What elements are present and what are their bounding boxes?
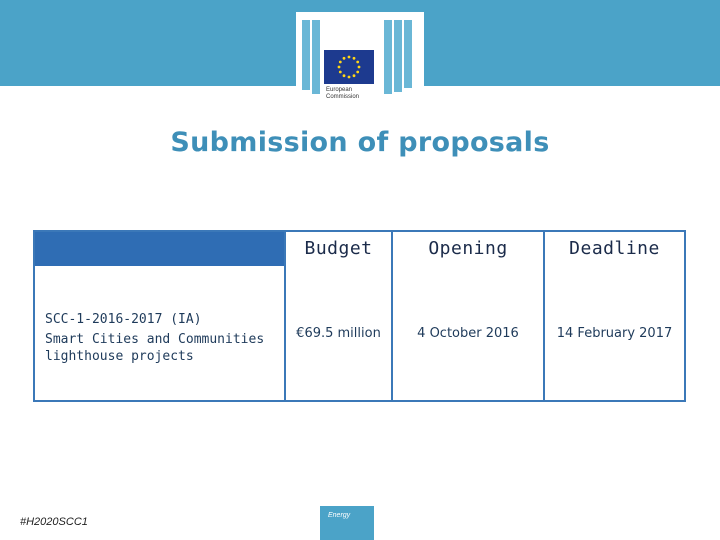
column-divider <box>391 232 393 400</box>
proposals-table <box>33 230 686 402</box>
logo-building-stripe <box>302 20 310 90</box>
topic-code: SCC-1-2016-2017 (IA) <box>45 312 202 327</box>
budget-value: €69.5 million <box>296 326 381 341</box>
logo-building-stripe <box>384 20 392 94</box>
eu-flag-icon <box>324 50 374 84</box>
column-divider <box>543 232 545 400</box>
footer-tab <box>320 506 374 540</box>
opening-value: 4 October 2016 <box>417 326 519 341</box>
footer-tab-label: Energy <box>328 512 351 519</box>
european-commission-logo <box>296 12 424 108</box>
hashtag-label: #H2020SCC1 <box>20 516 88 528</box>
eu-stars-icon <box>324 50 374 84</box>
header-budget: Budget <box>286 232 391 266</box>
column-divider <box>284 232 286 400</box>
header-opening: Opening <box>393 232 543 266</box>
topic-description: Smart Cities and Communities lighthouse projects <box>45 332 265 364</box>
logo-text <box>326 87 359 101</box>
logo-building-stripe <box>394 20 402 92</box>
header-deadline: Deadline <box>545 232 684 266</box>
page-title: Submission of proposals <box>170 127 550 158</box>
logo-building-stripe <box>312 20 320 94</box>
deadline-value: 14 February 2017 <box>556 326 673 341</box>
logo-building-stripe <box>404 20 412 88</box>
logo-text-line: Commission <box>326 94 360 100</box>
logo-text-line: European <box>326 87 353 93</box>
